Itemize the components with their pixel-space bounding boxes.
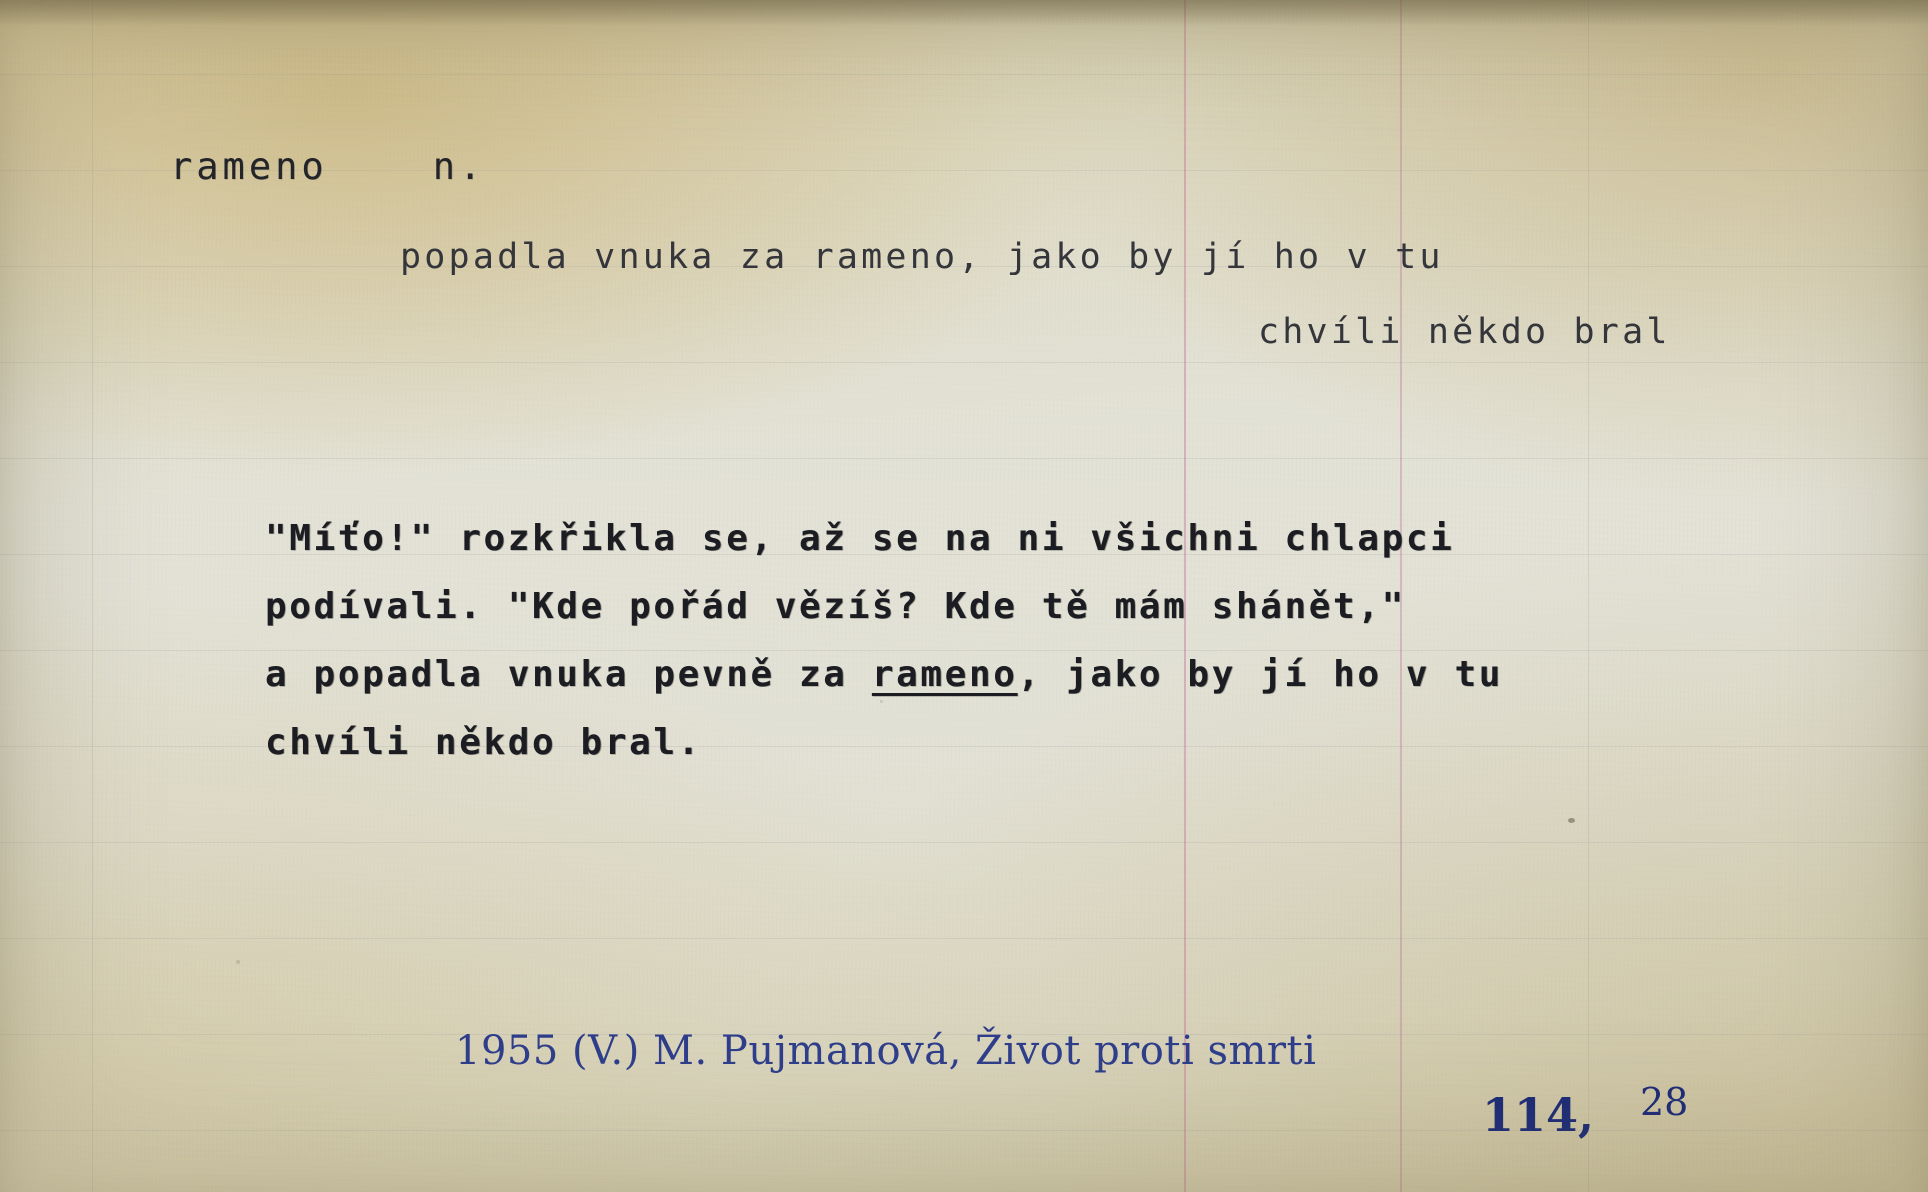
ruling-line	[0, 74, 1928, 75]
short-quote-line-1: popadla vnuka za rameno, jako by jí ho v tu	[400, 237, 1444, 277]
ruling-line	[0, 458, 1928, 459]
excerpt-line-4: chvíli někdo bral.	[265, 722, 702, 763]
scan-top-shadow	[0, 0, 1928, 26]
ruling-line	[0, 842, 1928, 843]
excerpt-block	[265, 505, 1825, 777]
ruling-line	[0, 362, 1928, 363]
excerpt-keyword: rameno	[871, 654, 1018, 695]
short-quote-line-2: chvíli někdo bral	[1258, 312, 1671, 352]
page-number: 114,	[1482, 1088, 1595, 1142]
source-citation: 1955 (V.) M. Pujmanová, Život proti smrti	[455, 1028, 1317, 1074]
excerpt-line-2: podívali. "Kde pořád vězíš? Kde tě mám shánět,"	[265, 586, 1406, 627]
margin-line-left	[92, 0, 93, 1192]
excerpt-line-1: "Míťo!" rozkřikla se, až se na ni všichni chlapci	[265, 518, 1455, 559]
paper-speck	[1568, 818, 1575, 823]
paper-speck	[236, 960, 240, 964]
ruling-line	[0, 938, 1928, 939]
excerpt-line-3b: , jako by jí ho v tu	[1017, 654, 1503, 695]
excerpt-line-3a: a popadla vnuka pevně za	[265, 654, 872, 695]
ruling-line	[0, 1130, 1928, 1131]
paper-speck	[880, 700, 883, 703]
line-number: 28	[1640, 1080, 1689, 1124]
headword: rameno n.	[170, 145, 486, 188]
